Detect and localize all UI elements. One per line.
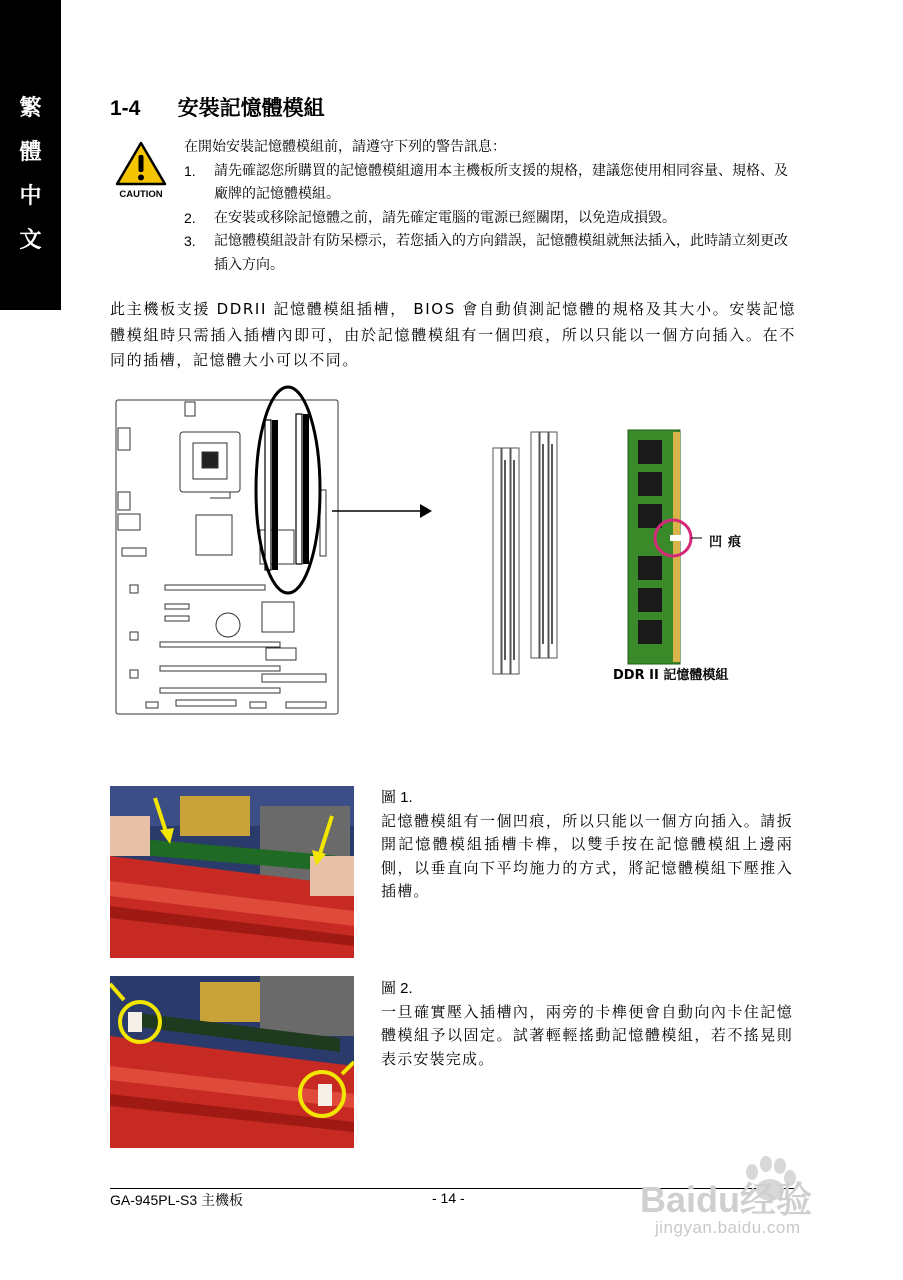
item-number: 1. [184,162,196,179]
section-title: 安裝記憶體模組 [177,96,325,120]
ddr2-module-illustration [628,430,682,664]
step-label: 圖 2. [381,980,413,997]
footer-model: GA-945PL-S3 主機板 [110,1192,244,1208]
section-number: 1-4 [110,97,141,120]
step-1-caption [381,786,793,904]
step-text: 記憶體模組有一個凹痕，所以只能以一個方向插入。請扳開記憶體模組插槽卡榫，以雙手按在記憶體模組上邊兩側，以垂直向下平均施力的方式，將記憶體模組下壓推入插槽。 [381,811,793,900]
right-arrow-icon [420,504,432,518]
caution-item [184,230,794,277]
caution-intro: 在開始安裝記憶體模組前，請遵守下列的警告訊息： [184,139,506,155]
step-label: 圖 1. [381,789,413,806]
caution-block [184,136,794,277]
watermark-url: jingyan.baidu.com [655,1218,801,1237]
sidebar-char: 體 [19,139,42,165]
item-text: 在安裝或移除記憶體之前，請先確定電腦的電源已經關閉，以免造成損毀。 [214,209,676,226]
caution-label: CAUTION [119,189,163,200]
caution-item [184,207,794,231]
item-text: 請先確認您所購買的記憶體模組適用本主機板所支援的規格，建議您使用相同容量、規格、及廠牌的記憶體模組。 [214,162,788,202]
item-text: 記憶體模組設計有防呆標示，若您插入的方向錯誤，記憶體模組就無法插入，此時請立刻更改插入方向。 [214,233,788,273]
body-paragraph: 此主機板支援 DDRII 記憶體模組插槽， BIOS 會自動偵測記憶體的規格及其大小。安裝記憶體模組時只需插入插槽內即可，由於記憶體模組有一個凹痕，所以只能以一個方向插入。在不同的插槽，記憶體大小可以不同。 [110,300,796,369]
item-number: 2. [184,209,196,226]
board-dimm-slots [265,414,309,570]
install-photo-2 [110,976,354,1148]
sidebar-char: 繁 [19,95,42,121]
watermark-brand: Baidu经验 [640,1179,813,1220]
step-2-caption [381,977,793,1071]
item-number: 3. [184,233,196,249]
sidebar-char: 文 [19,227,42,253]
step-text: 一旦確實壓入插槽內，兩旁的卡榫便會自動向內卡住記憶體模組予以固定。試著輕輕搖動記憶體模組，若不搖晃則表示安裝完成。 [381,1002,793,1068]
enlarged-dimm-slots [493,432,557,674]
language-sidebar-tab [0,0,61,310]
caution-icon [114,140,168,200]
caution-item [184,160,794,207]
sidebar-char: 中 [19,183,42,209]
section-heading [110,92,325,122]
notch-label: 凹痕 [709,535,748,550]
module-label: DDR II 記憶體模組 [613,668,729,683]
caution-list [184,160,794,278]
page-number: - 14 - [432,1190,465,1206]
install-photo-1 [110,786,354,958]
